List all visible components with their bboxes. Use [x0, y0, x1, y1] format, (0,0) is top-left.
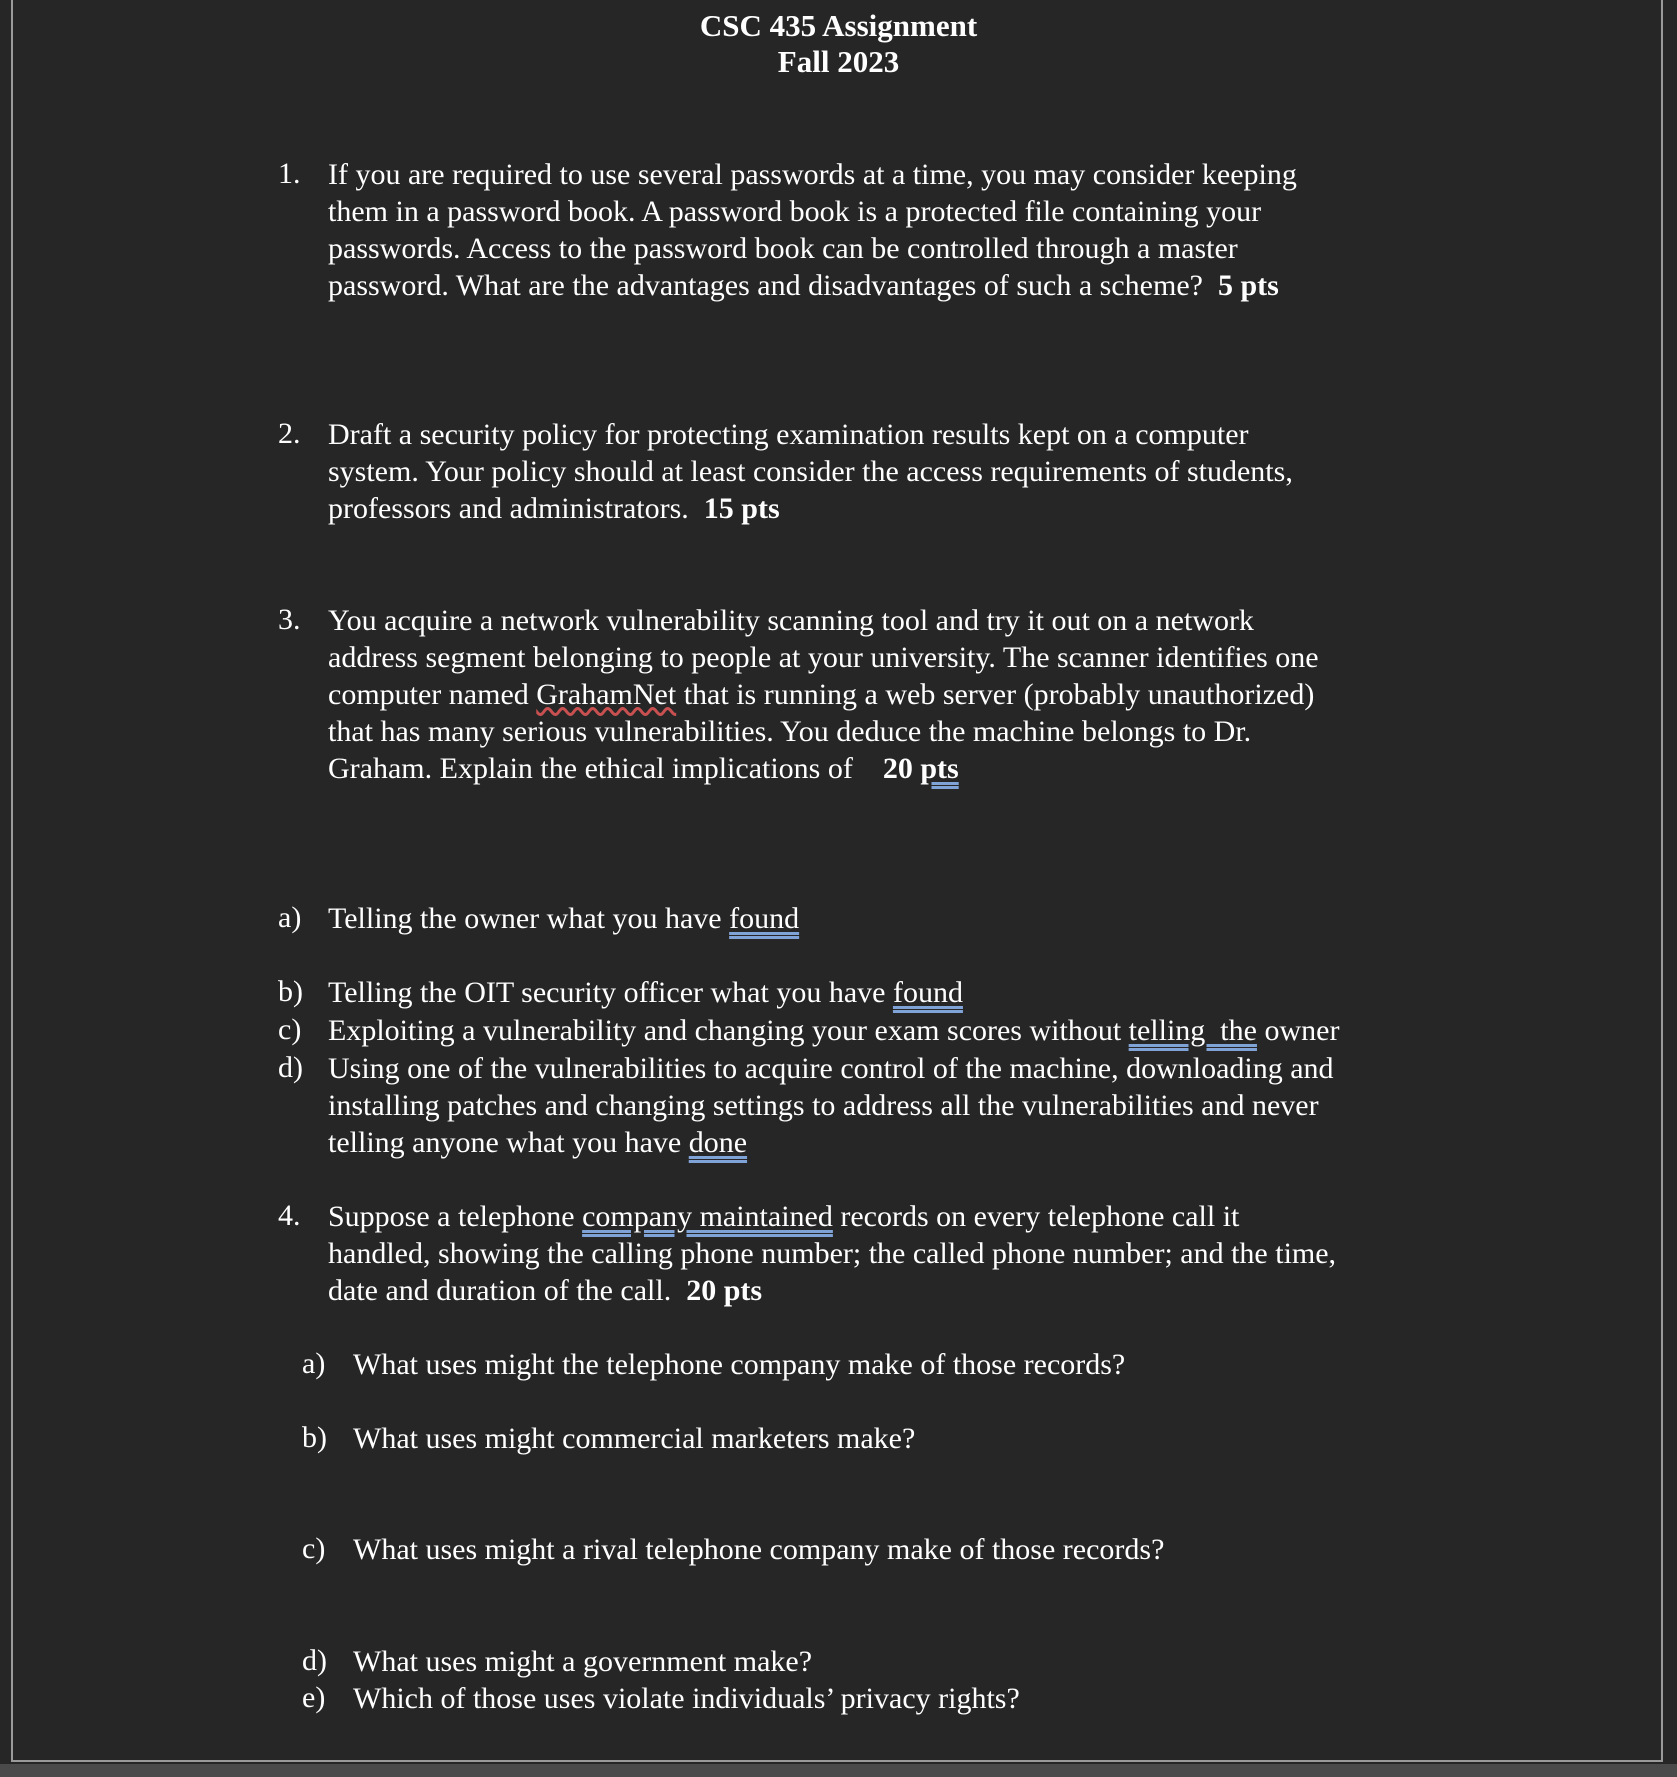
question-2-line: professors and administrators. [328, 492, 689, 525]
q3-option-d-label: d) [278, 1051, 303, 1084]
question-2-line: system. Your policy should at least consider the access requirements of students, [328, 455, 1293, 488]
grammar-flag: found [892, 976, 963, 1009]
question-4 [328, 1198, 1336, 1309]
question-4-line: date and duration of the call. [328, 1274, 672, 1307]
question-4-points: 20 pts [686, 1274, 763, 1307]
q3-option-a-label: a) [278, 901, 302, 934]
question-3-points-number: 20 [882, 752, 913, 785]
question-3-line: Graham. Explain the ethical implications of [328, 752, 853, 785]
q3-option-c-label: c) [278, 1013, 302, 1046]
q3-option-d-line: installing patches and changing settings to address all the vulnerabilities and never [328, 1089, 1319, 1122]
q4-option-a-text: What uses might the telephone company make of those records? [353, 1348, 1126, 1381]
q4-option-c-text: What uses might a rival telephone company make of those records? [353, 1533, 1165, 1566]
question-4-line: handled, showing the calling phone number; the called phone number; and the time, [328, 1237, 1337, 1270]
grammar-flag: telling the [1128, 1014, 1257, 1047]
bottom-bar [0, 1764, 1677, 1777]
question-2-last-line [328, 490, 1293, 527]
question-1-line: passwords. Access to the password book can be controlled through a master [328, 232, 1238, 265]
question-2-number: 2. [278, 417, 301, 450]
q3-option-d-line: telling anyone what you have [328, 1126, 689, 1159]
question-3-line-3 [328, 676, 1319, 713]
q3-option-b-label: b) [278, 975, 303, 1008]
q3-option-b [328, 974, 963, 1011]
question-2 [328, 416, 1293, 527]
question-3-number: 3. [278, 603, 301, 636]
question-2-line: Draft a security policy for protecting examination results kept on a computer [328, 418, 1249, 451]
q4-option-e-label: e) [302, 1681, 326, 1714]
question-4-number: 4. [278, 1199, 301, 1232]
question-3-line: that has many serious vulnerabilities. You deduce the machine belongs to Dr. [328, 715, 1252, 748]
question-3-last-line [328, 750, 1319, 787]
q4-option-e-text: Which of those uses violate individuals’ privacy rights? [353, 1682, 1020, 1715]
question-1-last-line [328, 267, 1297, 304]
q4-option-d-text: What uses might a government make? [353, 1645, 813, 1678]
question-3-line: You acquire a network vulnerability scanning tool and try it out on a network [328, 604, 1254, 637]
q3-option-d-last-line [328, 1124, 1334, 1161]
q3-option-c [328, 1012, 1339, 1049]
question-4-text: records on every telephone call it [832, 1200, 1240, 1233]
question-1-line: password. What are the advantages and disadvantages of such a scheme? [328, 269, 1203, 302]
q4-option-c-label: c) [302, 1532, 326, 1565]
q3-option-d [328, 1050, 1334, 1161]
grammar-flag: company maintained [582, 1200, 833, 1233]
grammar-flag: found [729, 902, 800, 935]
question-1-number: 1. [278, 157, 301, 190]
q3-option-c-end: owner [1256, 1014, 1340, 1047]
question-3-text: computer named [328, 678, 537, 711]
q3-option-c-text: Exploiting a vulnerability and changing your exam scores without [328, 1014, 1129, 1047]
question-3-line: address segment belonging to people at your university. The scanner identifies one [328, 641, 1319, 674]
q4-option-b-label: b) [302, 1421, 327, 1454]
grammar-flag: done [688, 1126, 748, 1159]
q4-option-a-label: a) [302, 1347, 326, 1380]
q3-option-d-line: Using one of the vulnerabilities to acquire control of the machine, downloading and [328, 1052, 1334, 1085]
document-term: Fall 2023 [777, 44, 900, 79]
document-title: CSC 435 Assignment [699, 8, 978, 43]
q3-option-a-text: Telling the owner what you have [328, 902, 730, 935]
question-1-line: them in a password book. A password book is a protected file containing your [328, 195, 1262, 228]
question-4-line-1 [328, 1198, 1336, 1235]
question-3-text: that is running a web server (probably unauthorized) [676, 678, 1315, 711]
question-4-text: Suppose a telephone [328, 1200, 583, 1233]
question-1-line: If you are required to use several passwords at a time, you may consider keeping [328, 158, 1297, 191]
question-1 [328, 156, 1297, 304]
q3-option-b-text: Telling the OIT security officer what you have [328, 976, 893, 1009]
question-3 [328, 602, 1319, 787]
spelling-flag-grahamnet: GrahamNet [536, 678, 677, 711]
question-2-points: 15 pts [703, 492, 780, 525]
q3-option-a [328, 900, 799, 937]
question-4-last-line [328, 1272, 1336, 1309]
question-3-points-unit: pts [920, 752, 959, 785]
q4-option-b-text: What uses might commercial marketers make? [353, 1422, 916, 1455]
q4-option-d-label: d) [302, 1644, 327, 1677]
question-1-points: 5 pts [1217, 269, 1279, 302]
